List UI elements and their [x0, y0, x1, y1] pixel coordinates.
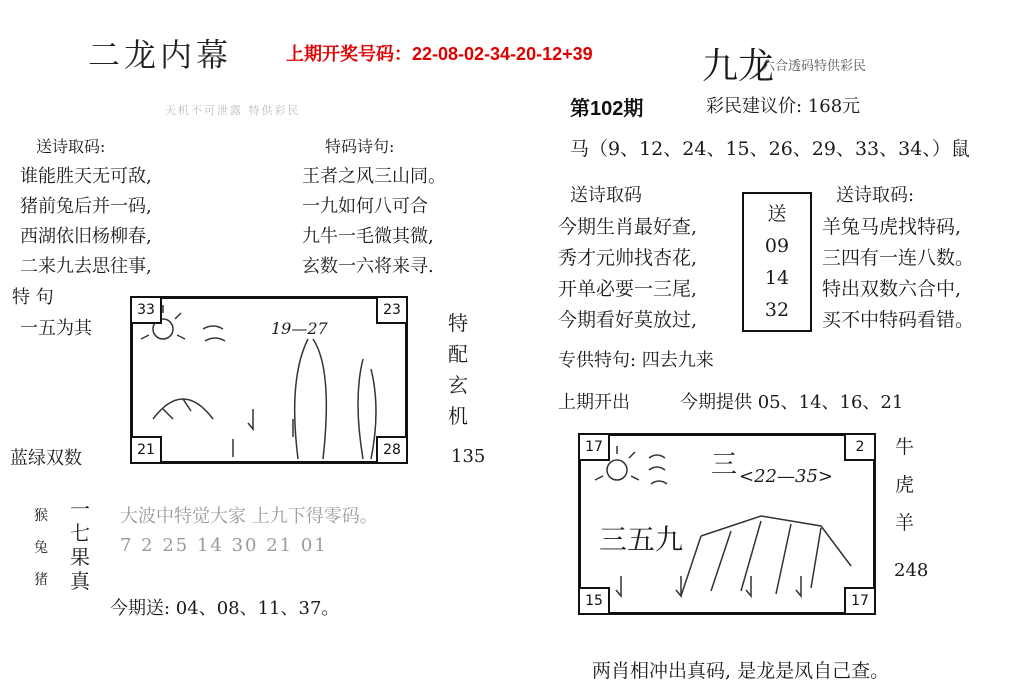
zodiac-char: 猴: [34, 508, 48, 524]
blue-green-label: 蓝绿双数: [10, 448, 82, 469]
poem-line: 今期生肖最好查,: [558, 216, 698, 238]
right-title: 九龙: [702, 46, 775, 87]
faded-line-2: 7 2 25 14 30 21 01: [120, 535, 328, 556]
zodiac-big-char: 一: [70, 497, 90, 521]
left-sketch: [133, 299, 405, 461]
poem-lines: [20, 162, 152, 282]
horse-rat-line: 马（9、12、24、15、26、29、33、34、）鼠: [570, 138, 970, 160]
poem-line: 今期看好莫放过,: [558, 309, 698, 331]
vertical-right-right: [895, 428, 914, 542]
send-box-item: 32: [764, 299, 790, 321]
vertical-char: 虎: [895, 474, 915, 496]
box-corner-br: 28: [376, 436, 408, 464]
poem-line: 买不中特码看错。: [822, 309, 975, 331]
code-line: 玄数一六将来寻.: [302, 256, 434, 277]
poem-line: 谁能胜天无可敌,: [20, 166, 152, 187]
code-lines: [302, 162, 446, 282]
box-corner-tr: 23: [376, 296, 408, 324]
box-corner-tl: 17: [578, 433, 610, 461]
zodiac-big-char: 七: [70, 521, 90, 545]
vertical-char: 配: [448, 342, 468, 366]
send-box-item: 14: [764, 267, 790, 289]
poem-line: 猪前兔后并一码,: [20, 196, 152, 217]
left-title: 二龙内幕: [88, 36, 233, 74]
number-135: 135: [451, 446, 486, 467]
send-box-item: 09: [764, 235, 790, 257]
poem-line: 二来九去思往事,: [20, 256, 152, 277]
send-box-item: 送: [767, 203, 787, 225]
zodiac-char: 猪: [34, 572, 48, 588]
vertical-char: 牛: [895, 436, 915, 458]
special-phrase: 专供特句: 四去九来: [558, 350, 714, 371]
issue-number: 第102期: [570, 98, 644, 120]
poem-line: 开单必要一三尾,: [558, 278, 698, 300]
send-line: 今期送: 04、08、11、37。: [110, 598, 340, 619]
vertical-char: 机: [448, 404, 468, 428]
box-mid-text: 三五九: [599, 523, 684, 556]
red-announcement: 上期开奖号码：22-08-02-34-20-12+39: [286, 44, 593, 64]
right-riddle-picture: [578, 433, 876, 615]
zodiac-small: [34, 500, 48, 596]
left-riddle-picture: [130, 296, 408, 464]
poem-left: [558, 212, 697, 336]
send-number-box: [742, 192, 812, 332]
vertical-char: 特: [448, 311, 468, 335]
poem-line: 特出双数六合中,: [822, 278, 962, 300]
box-corner-br: 17: [844, 587, 876, 615]
faded-line-1: 大波中特觉大家 上九下得零码。: [120, 506, 378, 527]
code-line: 九牛一毛微其微,: [302, 226, 434, 247]
box-corner-tl: 33: [130, 296, 162, 324]
code-heading: 特码诗句:: [325, 137, 395, 156]
vertical-char: 羊: [895, 512, 915, 534]
poem-heading: 送诗取码:: [36, 137, 106, 156]
box-corner-bl: 15: [578, 587, 610, 615]
code-line: 一九如何八可合: [302, 196, 428, 217]
left-subtitle: 天机不可泄露 特供彩民: [165, 104, 301, 117]
zodiac-big-char: 真: [70, 569, 90, 593]
poem-heading-left: 送诗取码: [570, 185, 642, 206]
special-text: 一五为其: [20, 318, 92, 339]
box-corner-bl: 21: [130, 436, 162, 464]
number-248: 248: [894, 560, 929, 581]
box-inner-text: 19—27: [271, 319, 328, 338]
poem-right: [822, 212, 974, 336]
poem-line: 西湖依旧杨柳春,: [20, 226, 152, 247]
box-corner-tr: 2: [844, 433, 876, 461]
vertical-right-left: [448, 308, 468, 432]
price: 彩民建议价: 168元: [706, 96, 861, 117]
zodiac-big-char: 果: [70, 545, 90, 569]
box-inner-text: <22—35>: [739, 466, 833, 487]
poem-line: 羊兔马虎找特码,: [822, 216, 962, 238]
vertical-char: 玄: [448, 373, 468, 397]
right-subtitle: 六合透码特供彩民: [762, 59, 867, 74]
code-line: 王者之风三山同。: [302, 166, 446, 187]
poem-heading-right: 送诗取码:: [836, 185, 915, 206]
zodiac-char: 兔: [34, 540, 48, 556]
zodiac-big: [70, 497, 90, 593]
box-sub-text: 三: [711, 450, 738, 480]
last-open-label: 上期开出: [558, 392, 630, 413]
footer-line: 两肖相冲出真码, 是龙是凤自己查。: [592, 660, 890, 682]
this-provide: 今期提供 05、14、16、21: [680, 392, 904, 413]
poem-line: 三四有一连八数。: [822, 247, 975, 269]
special-label: 特 句: [12, 287, 54, 308]
poem-line: 秀才元帅找杏花,: [558, 247, 698, 269]
